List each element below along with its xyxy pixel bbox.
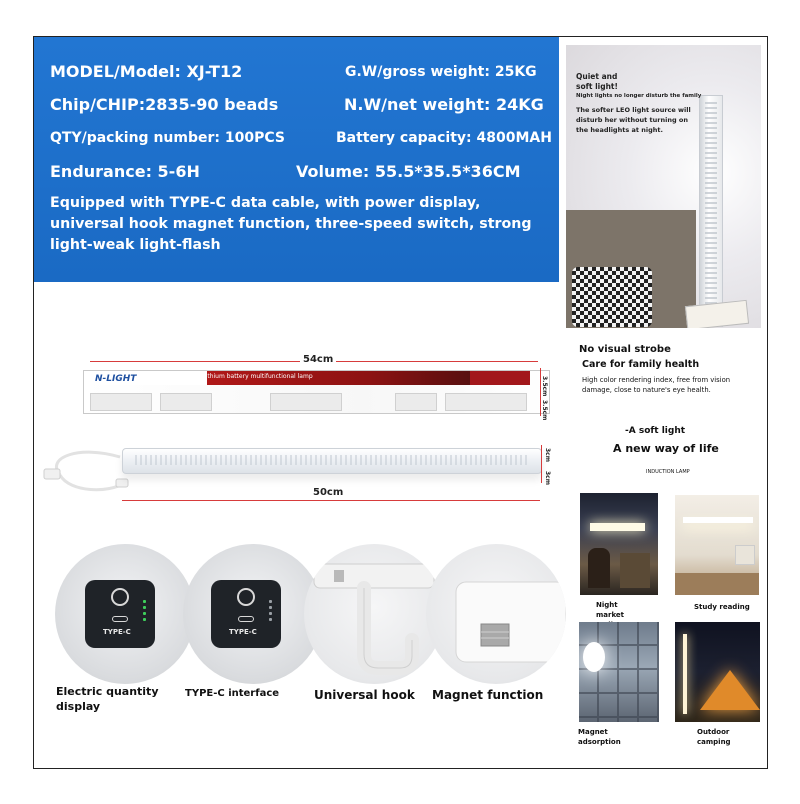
box-panel-3: [270, 393, 342, 411]
bedroom-body: The softer LEO light source will disturb her without turning on the headlights at night.: [576, 106, 691, 134]
box-red-panel: [470, 371, 530, 385]
control-panel-image: [211, 580, 281, 648]
dim-lamp-h-label: 3cm: [544, 448, 551, 462]
bedroom-photo: [566, 45, 761, 328]
spec-battery: Battery capacity: 4800MAH: [336, 130, 552, 146]
battery-led-icon: [269, 600, 272, 603]
scene-label-magnet-adsorption: Magnet adsorption: [578, 728, 621, 746]
spec-gross-weight: G.W/gross weight: 25KG: [345, 64, 537, 80]
scene-label-study-reading: Study reading: [694, 603, 750, 611]
spec-qty: QTY/packing number: 100PCS: [50, 130, 285, 146]
study-reading-photo: [675, 495, 759, 595]
night-market-photo: [580, 493, 658, 595]
power-icon: [111, 588, 129, 606]
battery-led-icon: [269, 606, 272, 609]
battery-led-icon: [143, 612, 146, 615]
houndstooth-pillow-image: [572, 267, 652, 327]
usb-c-port-icon: [112, 616, 128, 622]
battery-led-icon: [269, 618, 272, 621]
usb-cable-image: [40, 445, 130, 493]
dim-54-label: 54cm: [300, 354, 336, 365]
soft-caption: INDUCTION LAMP: [646, 469, 690, 475]
soft-line-2: A new way of life: [613, 442, 719, 455]
box-panel-4: [395, 393, 437, 411]
bedroom-heading: Quiet and soft light!: [576, 72, 618, 91]
feature-label-magnet: Magnet function: [432, 688, 544, 702]
box-title: LED outdoor lithium battery multifunctional lamp: [165, 373, 313, 380]
health-body: High color rendering index, free from vision damage, close to nature's eye health.: [582, 376, 731, 394]
control-panel-image: [85, 580, 155, 648]
health-title-2: Care for family health: [582, 359, 700, 370]
usb-c-port-icon: [238, 616, 254, 622]
dim-box-h-label: 3.5cm: [541, 376, 548, 397]
dim-lamp-side: [541, 445, 542, 483]
ctrl-label: TYPE-C: [103, 628, 131, 636]
dim-50-line: [122, 500, 540, 501]
feature-circle-power-display: [55, 544, 195, 684]
magnet-adsorption-photo: [579, 622, 659, 722]
spec-model: MODEL/Model: XJ-T12: [50, 62, 243, 81]
battery-led-icon: [143, 618, 146, 621]
scene-label-outdoor-camping: Outdoor camping: [697, 728, 731, 746]
bedroom-subhead: Night lights no longer disturb the family: [576, 93, 702, 99]
spec-chip: Chip/CHIP:2835-90 beads: [50, 95, 279, 114]
battery-led-icon: [143, 606, 146, 609]
feature-circle-type-c: [183, 544, 323, 684]
spec-volume: Volume: 55.5*35.5*36CM: [296, 162, 521, 181]
wall-lamp-image: [699, 95, 723, 327]
box-panel-5: [445, 393, 527, 411]
spec-net-weight: N.W/net weight: 24KG: [344, 95, 544, 114]
box-logo: N-LIGHT: [95, 374, 137, 384]
soft-line-1: -A soft light: [625, 426, 686, 436]
dim-box-w-label: 3.5cm: [541, 400, 548, 421]
power-icon: [237, 588, 255, 606]
dim-lamp-w-label: 3cm: [544, 471, 551, 485]
feature-circle-hook: [304, 544, 444, 684]
outdoor-camping-photo: [675, 622, 760, 722]
spec-equipped: Equipped with TYPE-C data cable, with power display, universal hook magnet function, three-speed switch, strong light-weak light-flash: [50, 195, 532, 253]
feature-circle-magnet: [426, 544, 566, 684]
box-panel-2: [160, 393, 212, 411]
scene-label-night-market: Night market: [596, 601, 625, 619]
dim-50-label: 50cm: [313, 487, 344, 498]
ctrl-label: TYPE-C: [229, 628, 257, 636]
spec-endurance: Endurance: 5-6H: [50, 162, 200, 181]
magnet-icon: [426, 544, 566, 684]
lamp-bar-image: [122, 448, 542, 474]
box-panel-1: [90, 393, 152, 411]
feature-label-type-c: TYPE-C interface: [185, 688, 280, 699]
hook-icon: [304, 544, 444, 684]
battery-led-icon: [269, 612, 272, 615]
battery-led-icon: [143, 600, 146, 603]
health-title-1: No visual strobe: [579, 344, 671, 355]
feature-label-electric-quantity: Electric quantity display: [56, 685, 159, 713]
feature-label-universal-hook: Universal hook: [314, 688, 415, 702]
